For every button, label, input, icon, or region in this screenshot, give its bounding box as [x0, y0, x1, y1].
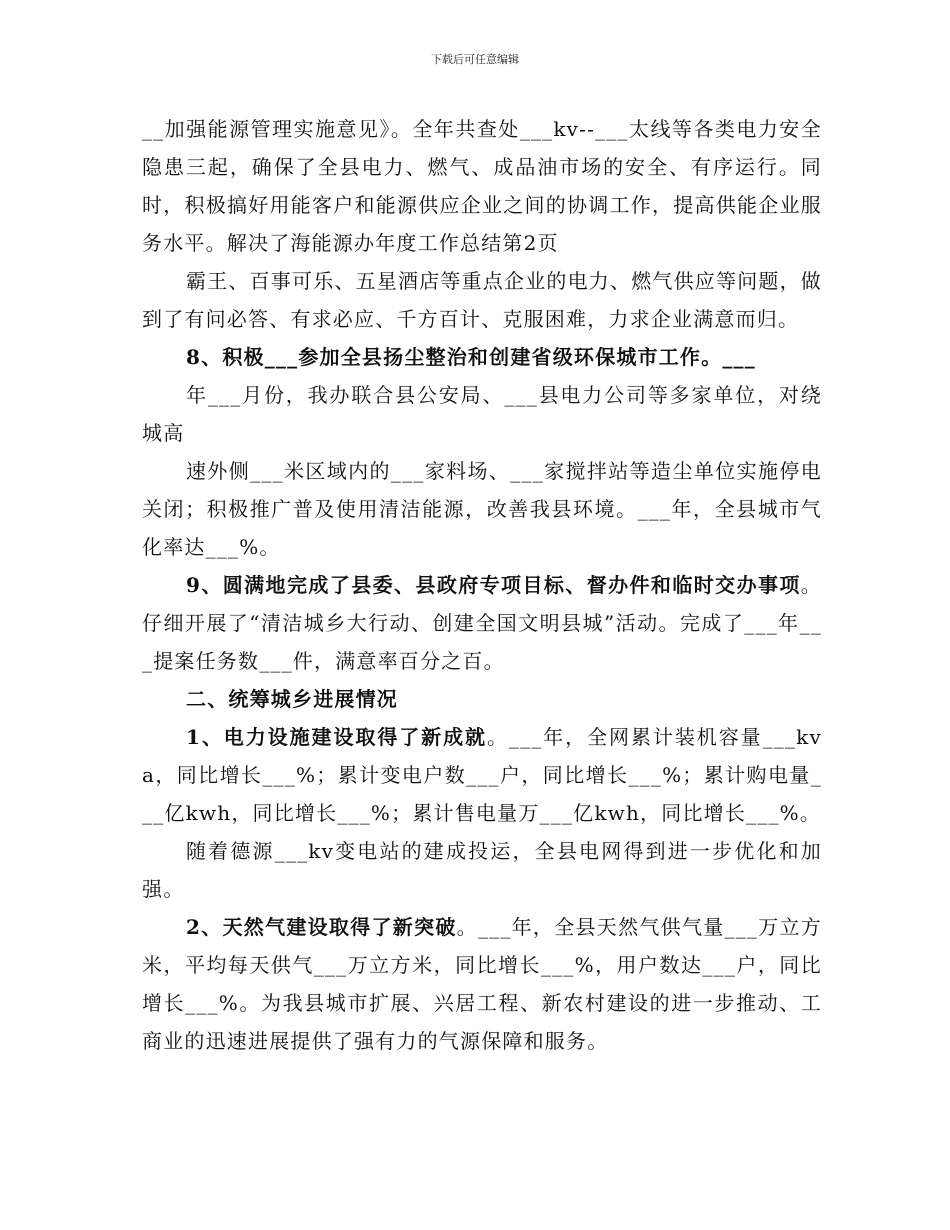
paragraph-5: 速外侧___米区域内的___家料场、___家搅拌站等造尘单位实施停电关闭；积极推广普及使用清洁能源，改善我县环境。___年，全县城市气化率达___%。	[142, 459, 822, 559]
paragraph-6-text: 。仔细开展了“清洁城乡大行动、创建全国文明县城”活动。完成了___年___提案任务数___件，满意率百分之百。	[142, 573, 822, 673]
paragraph-10-text: 。___年，全县天然气供气量___万立方米，平均每天供气___万立方米，同比增长___%，用户数达___户，同比增长___%。为我县城市扩展、兴居工程、新农村建设的进一步推动、工商业的迅速进展提供了强有力的气源保障和服务。	[142, 915, 822, 1053]
paragraph-3-heading	[142, 338, 822, 376]
heading-2: 2、天然气建设取得了新突破	[186, 915, 457, 939]
paragraph-6	[142, 566, 822, 680]
paragraph-9: 随着德源___kv变电站的建成投运，全县电网得到进一步优化和加强。	[142, 839, 822, 901]
page-header: 下载后可任意编辑	[431, 53, 519, 66]
heading-9: 9、圆满地完成了县委、县政府专项目标、督办件和临时交办事项	[186, 573, 801, 597]
paragraph-4: 年___月份，我办联合县公安局、___县电力公司等多家单位，对绕城高	[142, 383, 822, 445]
paragraph-2: 霸王、百事可乐、五星酒店等重点企业的电力、燃气供应等问题，做到了有问必答、有求必应、千方百计、克服困难，力求企业满意而归。	[142, 269, 822, 331]
section-heading-2	[142, 680, 822, 718]
paragraph-1: __加强能源管理实施意见》。全年共查处___kv--___太线等各类电力安全隐患三起，确保了全县电力、燃气、成品油市场的安全、有序运行。同时，积极搞好用能客户和能源供应企业之间的协调工作，提高供能企业服务水平。解决了海能源办年度工作总结第2页	[142, 117, 822, 255]
paragraph-8	[142, 718, 822, 832]
document-body	[142, 110, 822, 1060]
section-title: 二、统筹城乡进展情况	[186, 687, 398, 711]
heading-1: 1、电力设施建设取得了新成就	[186, 725, 487, 749]
paragraph-10	[142, 908, 822, 1060]
paragraph-8-text: 。___年，全网累计装机容量___kva，同比增长___%；累计变电户数___户，同比增长___%；累计购电量___亿kwh，同比增长___%；累计售电量万___亿kwh，同比增长___%。	[142, 725, 823, 825]
heading-8: 8、积极___参加全县扬尘整治和创建省级环保城市工作。___	[186, 345, 756, 369]
